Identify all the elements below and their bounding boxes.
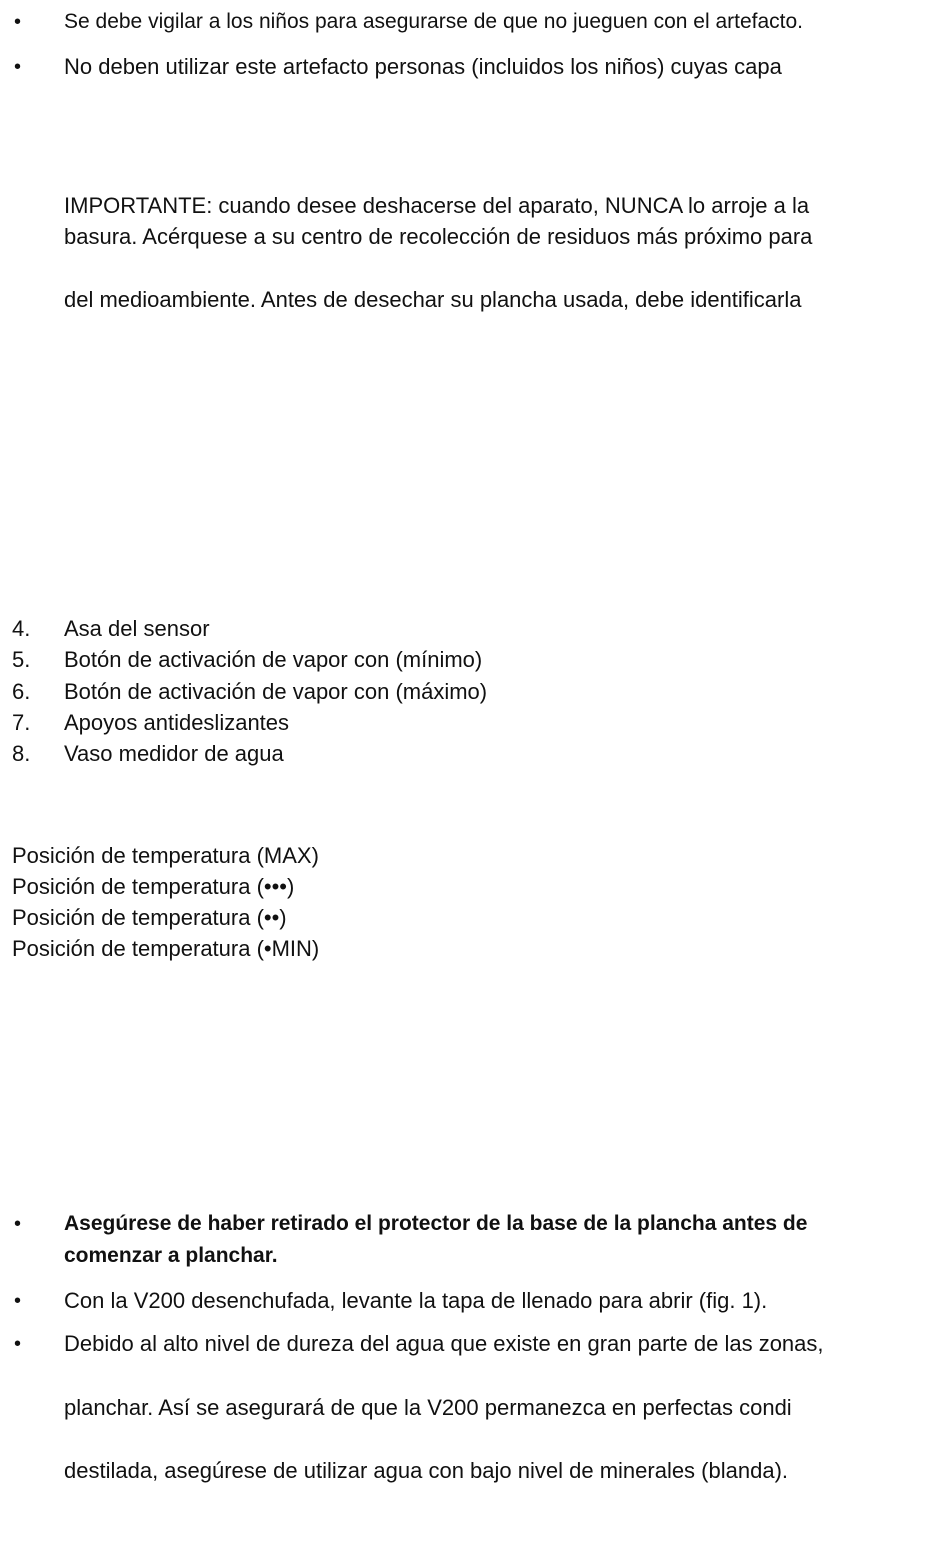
text-line: destilada, asegúrese de utilizar agua con bajo nivel de minerales (blanda). [64, 1458, 789, 1483]
bullet-icon: • [14, 56, 22, 78]
part-number: 7. [12, 710, 31, 735]
text-line: Se debe vigilar a los niños para asegurarse de que no jueguen con el artefacto. [64, 10, 803, 33]
important-line: basura. Acérquese a su centro de recolección de residuos más próximo para [64, 224, 813, 249]
bullet-icon: • [14, 1213, 22, 1235]
text-line: Debido al alto nivel de dureza del agua que existe en gran parte de las zonas, [64, 1331, 824, 1356]
part-label: Apoyos antideslizantes [64, 710, 290, 735]
part-number: 6. [12, 679, 31, 704]
part-label: Botón de activación de vapor con (mínimo) [64, 647, 483, 672]
bullet-icon: • [14, 1290, 22, 1312]
part-number: 8. [12, 741, 31, 766]
part-label: Asa del sensor [64, 616, 210, 641]
important-line: del medioambiente. Antes de desechar su plancha usada, debe identificarla [64, 287, 802, 312]
temperature-line: Posición de temperatura (MAX) [12, 843, 319, 868]
part-label: Vaso medidor de agua [64, 741, 284, 766]
part-label: Botón de activación de vapor con (máximo) [64, 679, 488, 704]
text-line: planchar. Así se asegurará de que la V200 permanezca en perfectas condi [64, 1395, 792, 1420]
part-number: 4. [12, 616, 31, 641]
temperature-line: Posición de temperatura (••) [12, 905, 287, 930]
important-line: IMPORTANTE: cuando desee deshacerse del aparato, NUNCA lo arroje a la [64, 193, 810, 218]
bullet-icon: • [14, 11, 22, 33]
temperature-line: Posición de temperatura (•••) [12, 874, 295, 899]
part-number: 5. [12, 647, 31, 672]
text-line: Con la V200 desenchufada, levante la tapa de llenado para abrir (fig. 1). [64, 1288, 768, 1313]
warning-line: Asegúrese de haber retirado el protector de la base de la plancha antes de [64, 1212, 808, 1235]
text-line: No deben utilizar este artefacto personas (incluidos los niños) cuyas capa [64, 54, 782, 79]
temperature-line: Posición de temperatura (•MIN) [12, 936, 320, 961]
warning-line: comenzar a planchar. [64, 1244, 278, 1267]
bullet-icon: • [14, 1333, 22, 1355]
